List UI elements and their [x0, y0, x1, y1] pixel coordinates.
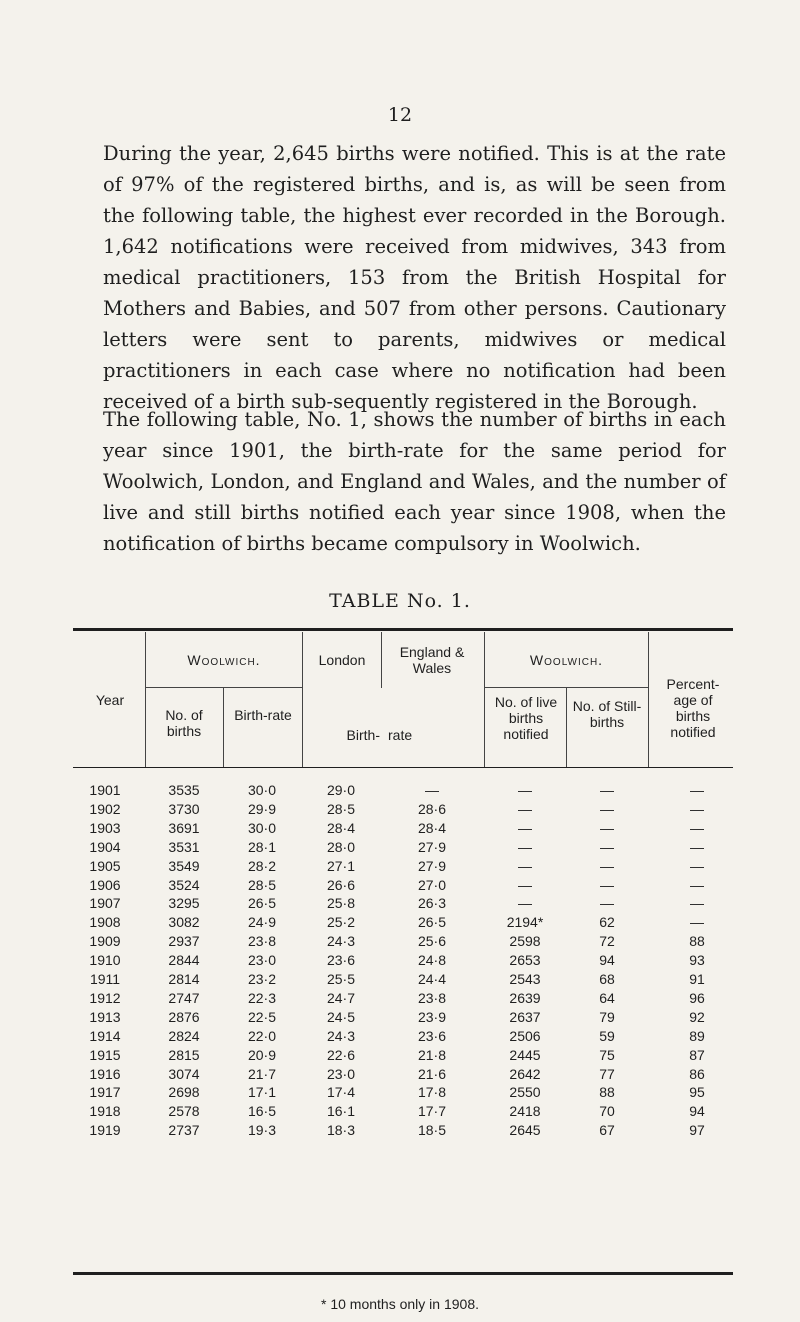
cell-no-births: 2737 [168, 1122, 200, 1139]
cell-year: 1913 [89, 1008, 121, 1025]
cell-england-wales: 27·9 [417, 857, 447, 874]
paragraph-2: The following table, No. 1, shows the number of births in each year since 1901, the birth-rate for the same period for Woolwich, London, and England and Wales, and the number of live and still births notified each year since 1908, when the notification of births became compulsory in Woolwich. [103, 408, 726, 555]
table-row [0, 1028, 800, 1046]
col-sep [648, 632, 649, 767]
cell-birth-rate: 28·5 [247, 876, 277, 893]
cell-live-births: — [518, 800, 532, 817]
cell-percentage: 94 [689, 1103, 705, 1120]
cell-percentage: — [690, 782, 704, 798]
header-birth-rate: Birth-rate [234, 707, 292, 723]
header-rate-label: rate [388, 727, 413, 743]
cell-no-births: 2747 [168, 989, 200, 1006]
cell-percentage: 91 [689, 971, 705, 987]
cell-year: 1909 [89, 933, 121, 950]
cell-london: 24·7 [326, 989, 356, 1006]
cell-year: 1901 [89, 782, 121, 798]
cell-london: 25·8 [326, 895, 356, 912]
cell-london: 16·1 [326, 1103, 356, 1120]
cell-live-births: — [518, 819, 532, 836]
table-row [0, 1084, 800, 1102]
cell-london: 24·3 [326, 1027, 356, 1044]
cell-england-wales: 24·8 [417, 952, 447, 969]
cell-london: 23·0 [326, 1065, 356, 1082]
cell-live-births: 2445 [509, 1046, 541, 1063]
cell-percentage: 92 [689, 1008, 705, 1025]
cell-percentage: 86 [689, 1065, 705, 1082]
cell-birth-rate: 28·2 [247, 857, 277, 874]
cell-england-wales: 21·6 [417, 1065, 447, 1082]
cell-year: 1902 [89, 800, 121, 817]
cell-still-births: 79 [599, 1008, 615, 1025]
cell-birth-rate: 26·5 [247, 895, 277, 912]
paragraph-1: During the year, 2,645 births were notified. This is at the rate of 97% of the registered births, and is, as will be seen from the following table, the highest ever recorded in the Borough. 1,642 notifications were received from midwives, 343 from medical practitioners, 153 from the British Hospital for Mothers and Babies, and 507 from other persons. Cautionary letters were sent to parents, midwives or medical practitioners in each case where no notification had been received of a birth sub-sequently registered in the Borough. [103, 142, 726, 413]
table-row [0, 1066, 800, 1084]
cell-percentage: — [690, 857, 704, 874]
cell-live-births: 2418 [509, 1103, 541, 1120]
header-still-births: No. of Still-births [572, 698, 642, 730]
cell-england-wales: 23·8 [417, 989, 447, 1006]
cell-london: 25·2 [326, 914, 356, 931]
col-sep [223, 688, 224, 767]
table-row [0, 820, 800, 838]
cell-still-births: 72 [599, 933, 615, 950]
cell-year: 1915 [89, 1046, 121, 1063]
table-row [0, 839, 800, 857]
cell-england-wales: 26·3 [417, 895, 447, 912]
cell-percentage: 95 [689, 1084, 705, 1101]
cell-year: 1906 [89, 876, 121, 893]
cell-england-wales: 17·7 [417, 1103, 447, 1120]
cell-no-births: 3074 [168, 1065, 200, 1082]
cell-no-births: 2824 [168, 1027, 200, 1044]
cell-no-births: 2876 [168, 1008, 200, 1025]
cell-year: 1907 [89, 895, 121, 912]
cell-no-births: 2698 [168, 1084, 200, 1101]
cell-live-births: 2543 [509, 971, 541, 987]
cell-london: 17·4 [326, 1084, 356, 1101]
cell-percentage: — [690, 819, 704, 836]
header-no-of-births: No. of births [165, 707, 203, 739]
header-woolwich-group-1: Woolwich. [187, 652, 261, 668]
cell-live-births: — [518, 876, 532, 893]
cell-no-births: 3730 [168, 800, 200, 817]
cell-birth-rate: 20·9 [247, 1046, 277, 1063]
cell-birth-rate: 16·5 [247, 1103, 277, 1120]
cell-london: 22·6 [326, 1046, 356, 1063]
group-underline [146, 687, 302, 688]
cell-england-wales: 27·0 [417, 876, 447, 893]
cell-no-births: 3535 [168, 782, 200, 798]
cell-still-births: 68 [599, 971, 615, 987]
cell-year: 1914 [89, 1027, 121, 1044]
table-row [0, 990, 800, 1008]
cell-year: 1905 [89, 857, 121, 874]
header-percentage: Percent-age of births notified [666, 676, 720, 740]
cell-london: 28·0 [326, 838, 356, 855]
cell-year: 1917 [89, 1084, 121, 1101]
cell-year: 1910 [89, 952, 121, 969]
cell-live-births: 2639 [509, 989, 541, 1006]
cell-still-births: — [600, 800, 614, 817]
cell-live-births: — [518, 895, 532, 912]
cell-still-births: 94 [599, 952, 615, 969]
table-row [0, 971, 800, 989]
cell-no-births: 2578 [168, 1103, 200, 1120]
cell-no-births: 3549 [168, 857, 200, 874]
table-row [0, 801, 800, 819]
cell-no-births: 2814 [168, 971, 200, 987]
cell-england-wales: 18·5 [417, 1122, 447, 1139]
table-row [0, 877, 800, 895]
cell-birth-rate: 22·0 [247, 1027, 277, 1044]
cell-still-births: 64 [599, 989, 615, 1006]
cell-no-births: 3524 [168, 876, 200, 893]
table-row [0, 933, 800, 951]
cell-still-births: 88 [599, 1084, 615, 1101]
cell-no-births: 3295 [168, 895, 200, 912]
cell-london: 28·4 [326, 819, 356, 836]
cell-england-wales: 28·4 [417, 819, 447, 836]
cell-birth-rate: 23·0 [247, 952, 277, 969]
cell-birth-rate: 17·1 [247, 1084, 277, 1101]
cell-london: 26·6 [326, 876, 356, 893]
cell-birth-rate: 22·3 [247, 989, 277, 1006]
cell-percentage: 96 [689, 989, 705, 1006]
cell-england-wales: 23·6 [417, 1027, 447, 1044]
cell-england-wales: 24·4 [417, 971, 447, 987]
cell-london: 29·0 [326, 782, 356, 798]
table-header-rule [73, 767, 733, 768]
table-row [0, 1009, 800, 1027]
cell-percentage: — [690, 895, 704, 912]
table-row [0, 914, 800, 932]
cell-percentage: — [690, 914, 704, 931]
cell-live-births: 2550 [509, 1084, 541, 1101]
cell-london: 24·3 [326, 933, 356, 950]
cell-england-wales: 17·8 [417, 1084, 447, 1101]
cell-birth-rate: 23·2 [247, 971, 277, 987]
cell-london: 25·5 [326, 971, 356, 987]
cell-live-births: 2653 [509, 952, 541, 969]
cell-birth-rate: 21·7 [247, 1065, 277, 1082]
header-london: London [318, 652, 366, 668]
table-row [0, 858, 800, 876]
cell-birth-rate: 24·9 [247, 914, 277, 931]
cell-england-wales: 27·9 [417, 838, 447, 855]
cell-live-births: — [518, 782, 532, 798]
cell-live-births: — [518, 838, 532, 855]
cell-still-births: — [600, 895, 614, 912]
cell-birth-rate: 30·0 [247, 819, 277, 836]
header-england-wales: England & Wales [399, 644, 465, 676]
cell-still-births: — [600, 819, 614, 836]
table-row [0, 1122, 800, 1140]
cell-still-births: 75 [599, 1046, 615, 1063]
cell-birth-rate: 28·1 [247, 838, 277, 855]
cell-year: 1904 [89, 838, 121, 855]
cell-birth-rate: 22·5 [247, 1008, 277, 1025]
cell-live-births: — [518, 857, 532, 874]
table-row [0, 895, 800, 913]
cell-birth-rate: 30·0 [247, 782, 277, 798]
cell-still-births: 67 [599, 1122, 615, 1139]
cell-england-wales: 28·6 [417, 800, 447, 817]
group-underline [485, 687, 648, 688]
page-number: 12 [387, 104, 413, 126]
cell-percentage: — [690, 800, 704, 817]
cell-still-births: — [600, 782, 614, 798]
cell-birth-rate: 19·3 [247, 1122, 277, 1139]
cell-live-births: 2506 [509, 1027, 541, 1044]
cell-year: 1908 [89, 914, 121, 931]
cell-live-births: 2637 [509, 1008, 541, 1025]
cell-england-wales: 21·8 [417, 1046, 447, 1063]
cell-still-births: — [600, 857, 614, 874]
header-live-births: No. of live births notified [494, 694, 558, 742]
cell-percentage: 88 [689, 933, 705, 950]
cell-no-births: 3531 [168, 838, 200, 855]
cell-london: 27·1 [326, 857, 356, 874]
cell-year: 1911 [89, 971, 121, 987]
table-row [0, 782, 800, 800]
table-row [0, 1047, 800, 1065]
table-row [0, 1103, 800, 1121]
cell-england-wales: 25·6 [417, 933, 447, 950]
cell-london: 18·3 [326, 1122, 356, 1139]
cell-still-births: 59 [599, 1027, 615, 1044]
header-year: Year [95, 692, 125, 708]
col-sep [566, 688, 567, 767]
cell-live-births: 2194* [506, 914, 544, 931]
cell-year: 1916 [89, 1065, 121, 1082]
cell-live-births: 2598 [509, 933, 541, 950]
cell-percentage: — [690, 876, 704, 893]
cell-still-births: 62 [599, 914, 615, 931]
cell-london: 23·6 [326, 952, 356, 969]
cell-still-births: 77 [599, 1065, 615, 1082]
cell-percentage: 97 [689, 1122, 705, 1139]
cell-no-births: 2844 [168, 952, 200, 969]
cell-year: 1903 [89, 819, 121, 836]
header-birth-label: Birth- [346, 727, 380, 743]
cell-no-births: 3082 [168, 914, 200, 931]
cell-year: 1918 [89, 1103, 121, 1120]
table-bottom-rule [73, 1272, 733, 1275]
cell-england-wales: — [425, 782, 439, 798]
cell-no-births: 2937 [168, 933, 200, 950]
cell-england-wales: 26·5 [417, 914, 447, 931]
cell-still-births: 70 [599, 1103, 615, 1120]
table-title: TABLE No. 1. [329, 590, 471, 612]
cell-percentage: 93 [689, 952, 705, 969]
table-row [0, 952, 800, 970]
cell-still-births: — [600, 876, 614, 893]
cell-percentage: — [690, 838, 704, 855]
cell-year: 1919 [89, 1122, 121, 1139]
col-sep [381, 632, 382, 688]
cell-birth-rate: 29·9 [247, 800, 277, 817]
cell-no-births: 2815 [168, 1046, 200, 1063]
table-top-rule [73, 628, 733, 631]
cell-percentage: 87 [689, 1046, 705, 1063]
cell-no-births: 3691 [168, 819, 200, 836]
cell-birth-rate: 23·8 [247, 933, 277, 950]
cell-london: 24·5 [326, 1008, 356, 1025]
cell-still-births: — [600, 838, 614, 855]
cell-live-births: 2642 [509, 1065, 541, 1082]
cell-london: 28·5 [326, 800, 356, 817]
cell-england-wales: 23·9 [417, 1008, 447, 1025]
cell-percentage: 89 [689, 1027, 705, 1044]
cell-live-births: 2645 [509, 1122, 541, 1139]
footnote: * 10 months only in 1908. [321, 1296, 479, 1312]
header-woolwich-group-2: Woolwich. [529, 652, 604, 668]
cell-year: 1912 [89, 989, 121, 1006]
